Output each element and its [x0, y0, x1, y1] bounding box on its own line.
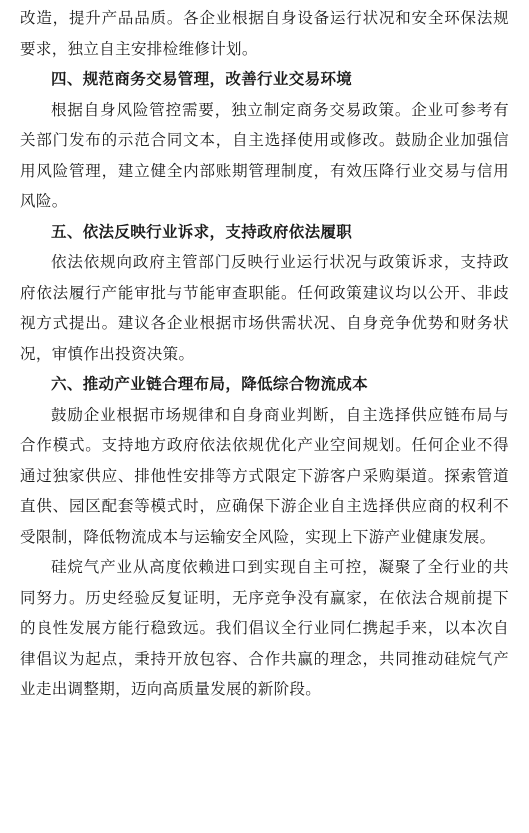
closing-paragraph: 硅烷气产业从高度依赖进口到实现自主可控，凝聚了全行业的共同努力。历史经验反复证明，无序竞争没有赢家，在依法合规前提下的良性发展方能行稳致远。我们倡议全行业同仁携起手来，以本次自律倡议为起点，秉持开放包容、合作共赢的理念，共同推动硅烷气产业走出调整期，迈向高质量发展的新阶段。: [20, 558, 509, 698]
section-4-body: 根据自身风险管控需要，独立制定商务交易政策。企业可参考有关部门发布的示范合同文本，自主选择使用或修改。鼓励企业加强信用风险管理，建立健全内部账期管理制度，有效压降行业交易与信用风险。: [20, 100, 509, 210]
section-6-body: 鼓励企业根据市场规律和自身商业判断，自主选择供应链布局与合作模式。支持地方政府依法依规优化产业空间规划。任何企业不得通过独家供应、排他性安排等方式限定下游客户采购渠道。探索管道直供、园区配套等模式时，应确保下游企业自主选择供应商的权利不受限制，降低物流成本与运输安全风险，实现上下游产业健康发展。: [20, 405, 509, 546]
section-5-body: 依法依规向政府主管部门反映行业运行状况与政策诉求，支持政府依法履行产能审批与节能审查职能。任何政策建议均以公开、非歧视方式提出。建议各企业根据市场供需状况、自身竞争优势和财务状况，审慎作出投资决策。: [20, 253, 509, 363]
section-6-heading: 六、推动产业链合理布局，降低综合物流成本: [51, 375, 369, 393]
intro-continuation-paragraph: 改造，提升产品品质。各企业根据自身设备运行状况和安全环保法规要求，独立自主安排检维修计划。: [20, 9, 509, 58]
section-5-heading: 五、依法反映行业诉求，支持政府依法履职: [51, 222, 353, 241]
section-4-heading: 四、规范商务交易管理，改善行业交易环境: [51, 70, 353, 88]
